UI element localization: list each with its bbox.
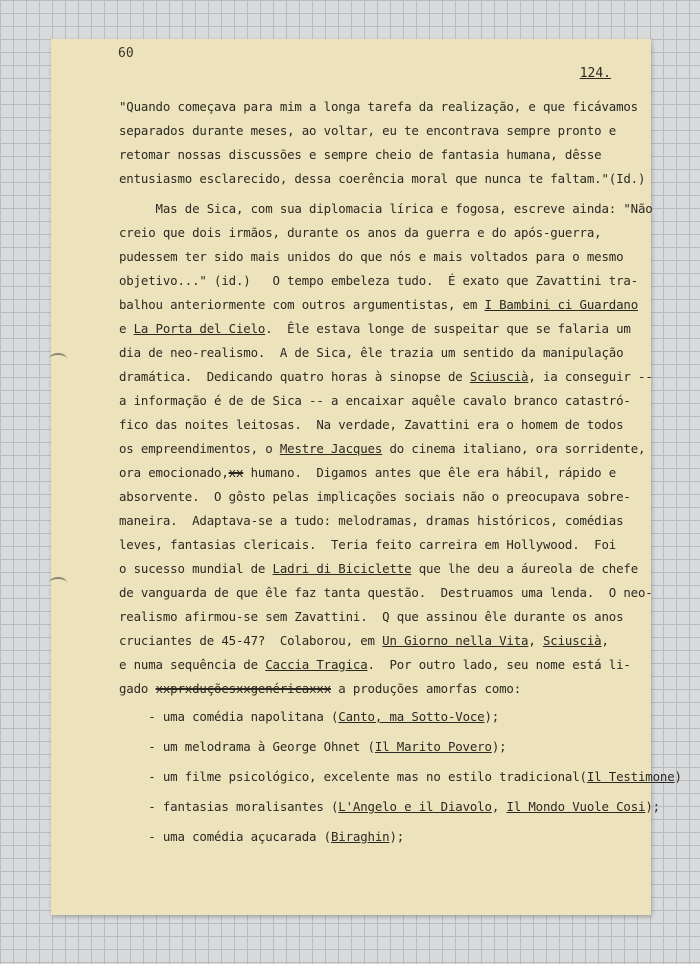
text-segment: humano. Digamos antes que êle era hábil, rápido e <box>243 465 617 480</box>
text-line <box>119 561 638 576</box>
text-segment: - uma comédia açucarada ( <box>119 829 331 844</box>
text-segment: objetivo..." (id.) O tempo embeleza tudo. É exato que Zavattini tra- <box>119 273 638 288</box>
text-line <box>119 739 506 754</box>
text-line <box>119 201 653 216</box>
text-line <box>119 799 660 814</box>
text-segment: ora emocionado, <box>119 465 229 480</box>
text-line <box>119 225 601 240</box>
text-segment: Mas de Sica, com sua diplomacia lírica e fogosa, escreve ainda: "Não <box>119 201 653 216</box>
text-segment: ); <box>484 709 500 724</box>
text-line <box>119 99 638 114</box>
text-line <box>119 441 645 456</box>
punch-hole <box>49 577 67 589</box>
typewritten-page <box>51 39 682 915</box>
text-segment: pudessem ter sido mais unidos do que nós e mais voltados para o mesmo <box>119 249 624 264</box>
text-segment: - fantasias moralisantes ( <box>119 799 339 814</box>
text-line <box>119 393 631 408</box>
text-line <box>119 829 404 844</box>
underlined-title: Canto, ma Sotto-Voce <box>338 709 485 724</box>
text-line <box>119 123 616 138</box>
text-line <box>119 709 499 724</box>
text-line <box>119 585 653 600</box>
text-line <box>119 657 631 672</box>
text-segment: , <box>528 633 543 648</box>
text-line <box>119 297 638 312</box>
page-number-right: 124. <box>579 66 611 81</box>
struck-out-text: xx <box>228 465 244 480</box>
text-segment: realismo afirmou-se sem Zavattini. Q que assinou êle durante os anos <box>119 609 624 624</box>
text-segment: entusiasmo esclarecido, dessa coerência moral que nunca te faltam."(Id.) <box>119 171 646 186</box>
text-line <box>119 369 653 384</box>
underlined-title: Il Marito Povero <box>374 739 492 754</box>
text-segment: leves, fantasias clericais. Teria feito carreira em Hollywood. Foi <box>119 537 617 552</box>
text-segment: do cinema italiano, ora sorridente, <box>382 441 646 456</box>
underlined-title: Un Giorno nella Vita <box>382 633 529 648</box>
text-line <box>119 609 623 624</box>
text-segment: creio que dois irmãos, durante os anos da guerra e do após-guerra, <box>119 225 602 240</box>
text-segment: fico das noites leitosas. Na verdade, Zavattini era o homem de todos <box>119 417 624 432</box>
text-segment: separados durante meses, ao voltar, eu te encontrava sempre pronto e <box>119 123 617 138</box>
text-line <box>119 345 623 360</box>
text-segment: . Êle estava longe de suspeitar que se falaria um <box>265 321 631 336</box>
text-segment: ); <box>645 799 660 814</box>
text-segment: e <box>119 321 134 336</box>
text-line <box>119 769 682 784</box>
text-segment: dia de neo-realismo. A de Sica, êle trazia um sentido da manipulação <box>119 345 624 360</box>
text-segment: , ia conseguir -- <box>528 369 653 384</box>
underlined-title: Sciuscià <box>542 633 602 648</box>
struck-out-text: xxprxduçõesxxgenéricaxxx <box>155 681 331 696</box>
text-segment: gado <box>119 681 156 696</box>
underlined-title: Mestre Jacques <box>279 441 383 456</box>
text-segment: cruciantes de 45-47? Colaborou, em <box>119 633 383 648</box>
underlined-title: I Bambini ci Guardano <box>484 297 639 312</box>
text-line <box>119 321 631 336</box>
text-segment: maneira. Adaptava-se a tudo: melodramas, dramas históricos, comédias <box>119 513 624 528</box>
text-line <box>119 249 623 264</box>
text-line <box>119 171 645 186</box>
punch-hole <box>49 353 67 365</box>
text-line <box>119 465 616 480</box>
text-line <box>119 681 521 696</box>
underlined-title: Il Testimone <box>586 769 675 784</box>
text-line <box>119 273 638 288</box>
text-segment: , <box>491 799 507 814</box>
text-segment: de vanguarda de que êle faz tanta questão. Destruamos uma lenda. O neo- <box>119 585 653 600</box>
text-segment: absorvente. O gôsto pelas implicações sociais não o preocupava sobre- <box>119 489 631 504</box>
text-segment: que lhe deu a áureola de chefe <box>411 561 639 576</box>
text-segment: retomar nossas discussões e sempre cheio de fantasia humana, dêsse <box>119 147 602 162</box>
text-segment: balhou anteriormente com outros argumentistas, em <box>119 297 485 312</box>
underlined-title: Ladri di Biciclette <box>272 561 412 576</box>
text-segment: - um filme psicológico, excelente mas no estilo tradicional( <box>119 769 587 784</box>
text-segment: os empreendimentos, o <box>119 441 280 456</box>
underlined-title: La Porta del Cielo <box>133 321 266 336</box>
text-segment: , <box>601 633 609 648</box>
page-number-left: 60 <box>118 46 134 61</box>
text-line <box>119 147 601 162</box>
text-segment: a informação é de de Sica -- a encaixar aquêle cavalo branco catastró- <box>119 393 631 408</box>
underlined-title: Caccia Tragica <box>265 657 368 672</box>
text-line <box>119 489 631 504</box>
text-segment: ); <box>389 829 405 844</box>
text-segment: - um melodrama à George Ohnet ( <box>119 739 375 754</box>
text-segment: ) <box>674 769 682 784</box>
underlined-title: Il Mondo Vuole Cosi <box>506 799 646 814</box>
text-line <box>119 633 609 648</box>
text-line <box>119 537 616 552</box>
underlined-title: Biraghin <box>330 829 390 844</box>
text-segment: a produções amorfas como: <box>331 681 522 696</box>
text-line <box>119 417 623 432</box>
text-line <box>119 513 623 528</box>
text-segment: e numa sequência de <box>119 657 266 672</box>
underlined-title: L'Angelo e il Diavolo <box>338 799 492 814</box>
underlined-title: Sciuscià <box>469 369 529 384</box>
text-segment: ); <box>491 739 507 754</box>
text-segment: . Por outro lado, seu nome está li- <box>367 657 631 672</box>
text-segment: "Quando começava para mim a longa tarefa da realização, e que ficávamos <box>119 99 638 114</box>
text-segment: - uma comédia napolitana ( <box>119 709 339 724</box>
text-segment: dramática. Dedicando quatro horas à sinopse de <box>119 369 470 384</box>
text-segment: o sucesso mundial de <box>119 561 273 576</box>
